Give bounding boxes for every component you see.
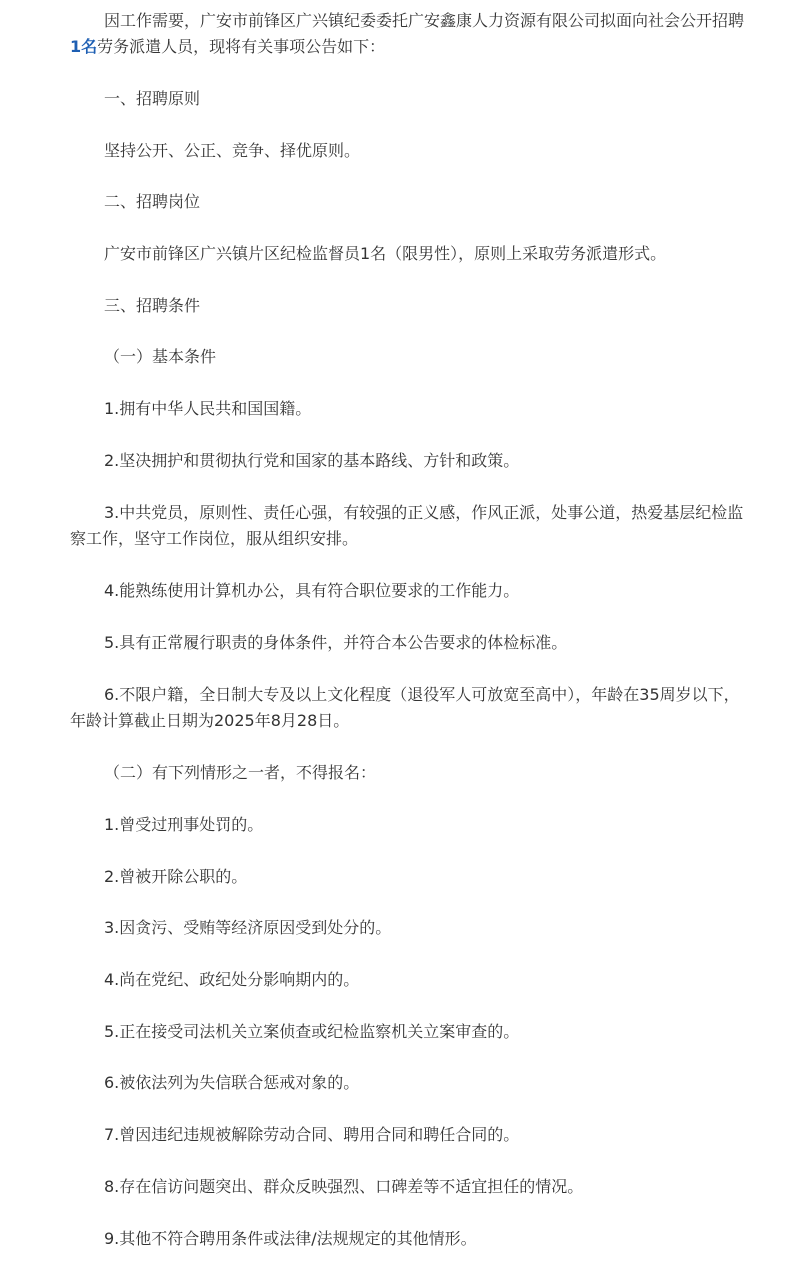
intro-line-1: 因工作需要，广安市前锋区广兴镇纪委委托广安鑫康人力资源有限公司拟面向社会公开	[104, 11, 713, 30]
section-3-title: 三、招聘条件	[104, 296, 201, 315]
exclusion-item: 5.正在接受司法机关立案侦查或纪检监察机关立案审查的。	[104, 1022, 520, 1041]
exclusion-item: 4.尚在党纪、政纪处分影响期内的。	[104, 970, 360, 989]
exclusion-item: 1.曾受过刑事处罚的。	[104, 815, 264, 834]
exclusion-item: 2.曾被开除公职的。	[104, 867, 248, 886]
intro-paragraph	[70, 8, 750, 60]
section-1-text: 坚持公开、公正、竞争、择优原则。	[104, 141, 361, 160]
basic-item: 4.能熟练使用计算机办公，具有符合职位要求的工作能力。	[104, 581, 520, 600]
basic-conditions-title: （一）基本条件	[104, 347, 217, 366]
exclusion-item: 9.其他不符合聘用条件或法律/法规规定的其他情形。	[104, 1229, 477, 1248]
exclusion-title: （二）有下列情形之一者，不得报名：	[104, 763, 377, 782]
basic-item: 1.拥有中华人民共和国国籍。	[104, 399, 312, 418]
exclusion-item: 8.存在信访问题突出、群众反映强烈、口碑差等不适宜担任的情况。	[104, 1177, 584, 1196]
basic-item: 5.具有正常履行职责的身体条件，并符合本公告要求的体检标准。	[104, 633, 568, 652]
basic-item: 3.中共党员，原则性、责任心强，有较强的正义感，作风正派，处事公道，热爱基层纪检监察工作，坚守工作岗位，服从组织安排。	[70, 503, 744, 548]
exclusion-item: 6.被依法列为失信联合惩戒对象的。	[104, 1073, 360, 1092]
basic-item: 2.坚决拥护和贯彻执行党和国家的基本路线、方针和政策。	[104, 451, 520, 470]
intro-line-2-prefix: 招聘	[712, 11, 745, 30]
section-1-title: 一、招聘原则	[104, 89, 201, 108]
intro-line-2-suffix: 劳务派遣人员，现将有关事项公告如下：	[97, 37, 386, 56]
exclusion-item: 3.因贪污、受贿等经济原因受到处分的。	[104, 918, 392, 937]
intro-highlight-count: 1名	[70, 37, 98, 56]
exclusion-item: 7.曾因违纪违规被解除劳动合同、聘用合同和聘任合同的。	[104, 1125, 520, 1144]
section-2-title: 二、招聘岗位	[104, 192, 201, 211]
section-2-text: 广安市前锋区广兴镇片区纪检监督员1名（限男性），原则上采取劳务派遣形式。	[104, 244, 667, 263]
basic-item: 6.不限户籍，全日制大专及以上文化程度（退役军人可放宽至高中），年龄在35周岁以下，年龄计算截止日期为2025年8月28日。	[70, 685, 740, 730]
